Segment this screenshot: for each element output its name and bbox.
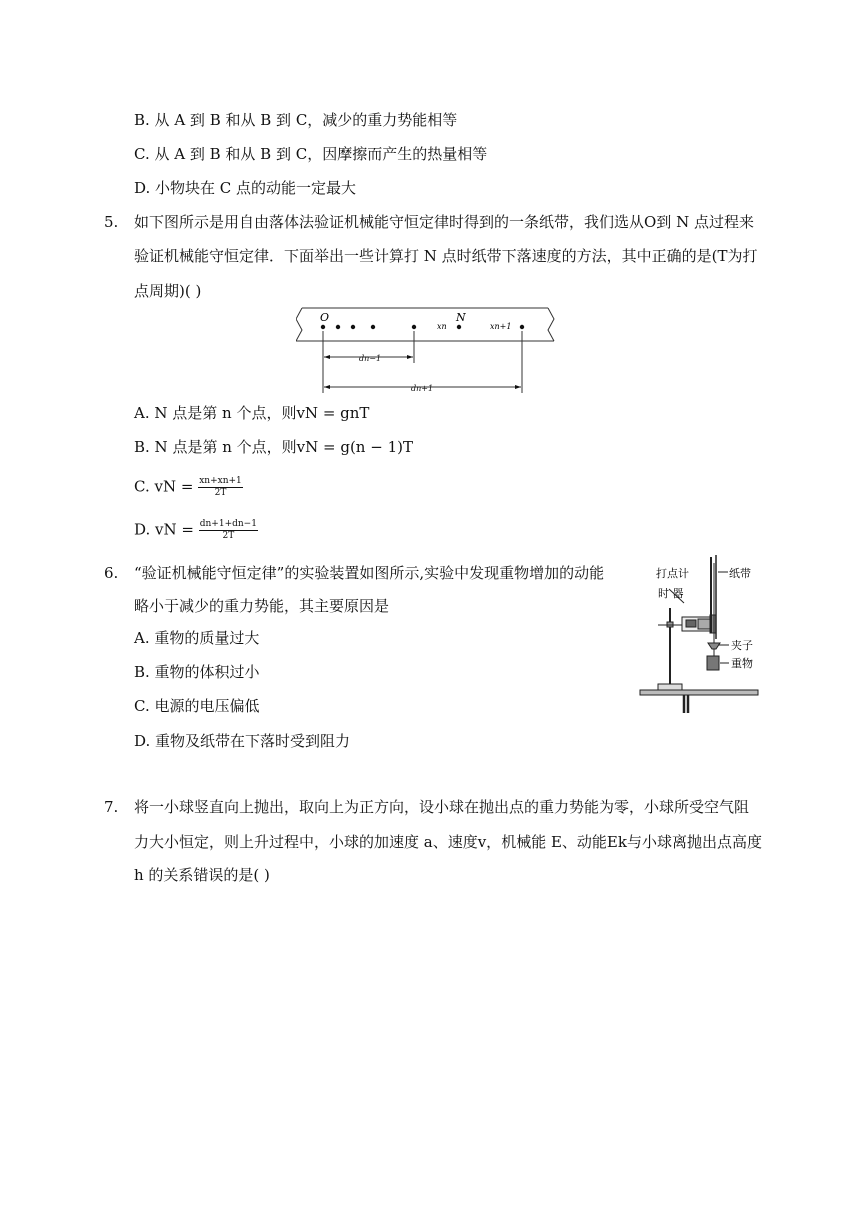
apparatus-figure xyxy=(636,553,760,715)
tape-right-edge xyxy=(548,308,554,341)
q6-option-d: D. 重物及纸带在下落时受到阻力 xyxy=(134,732,351,750)
label-tape: 纸带 xyxy=(729,567,751,580)
q5-option-a: A. N 点是第 n 个点，则vN = gnT xyxy=(134,404,370,422)
q4-option-b: B. 从 A 到 B 和从 B 到 C，减少的重力势能相等 xyxy=(134,111,458,129)
q7-stem-line1: 将一小球竖直向上抛出，取向上为正方向，设小球在抛出点的重力势能为零，小球所受空气阻 xyxy=(134,798,750,816)
label-timer-2: 时 器 xyxy=(658,587,684,600)
q6-number: 6. xyxy=(104,564,119,582)
q5-number: 5. xyxy=(104,213,119,231)
q5-stem-line1: 如下图所示是用自由落体法验证机械能守恒定律时得到的一条纸带，我们选从O到 N 点过程来 xyxy=(134,213,754,231)
q5-stem-line2: 验证机械能守恒定律．下面举出一些计算打 N 点时纸带下落速度的方法，其中正确的是(T为打 xyxy=(134,247,758,265)
label-dn-minus-1: dn−1 xyxy=(359,354,382,363)
q6-stem-line1: “验证机械能守恒定律”的实验装置如图所示,实验中发现重物增加的动能 xyxy=(134,564,605,582)
label-n: N xyxy=(456,311,466,324)
q6-option-b: B. 重物的体积过小 xyxy=(134,663,260,681)
q5-option-d-numerator: dn+1+dn−1 xyxy=(199,519,257,529)
paper-tape-figure xyxy=(296,303,560,399)
label-o: O xyxy=(320,311,330,324)
label-timer-1: 打点计 xyxy=(656,567,689,580)
label-dn-plus-1: dn+1 xyxy=(411,384,434,393)
q6-option-c: C. 电源的电压偏低 xyxy=(134,697,260,715)
q7-number: 7. xyxy=(104,798,119,816)
q6-option-a: A. 重物的质量过大 xyxy=(134,629,260,647)
q4-option-c: C. 从 A 到 B 和从 B 到 C，因摩擦而产生的热量相等 xyxy=(134,145,488,163)
label-xn: xn xyxy=(437,322,447,331)
q5-option-c-numerator: xn+xn+1 xyxy=(199,476,242,486)
tape-left-edge xyxy=(296,308,302,341)
q5-option-c xyxy=(134,476,243,499)
q5-option-c-prefix: C. vN = xyxy=(134,477,194,496)
q5-option-b: B. N 点是第 n 个点，则vN = g(n − 1)T xyxy=(134,438,413,456)
q5-option-d-prefix: D. vN = xyxy=(134,520,194,539)
label-xn1: xn+1 xyxy=(490,322,512,331)
q5-option-d-fraction xyxy=(199,519,258,542)
q6-stem-line2: 略小于减少的重力势能，其主要原因是 xyxy=(134,597,390,615)
q5-option-d xyxy=(134,519,258,542)
q7-stem-line2: 力大小恒定，则上升过程中，小球的加速度 a、速度v，机械能 E、动能Ek与小球离抛出点高度 xyxy=(134,833,762,851)
q5-option-c-fraction xyxy=(198,476,243,499)
q7-stem-line3: h 的关系错误的是( ) xyxy=(134,866,270,884)
label-weight: 重物 xyxy=(731,657,753,670)
q5-stem-line3: 点周期)( ) xyxy=(134,282,202,300)
label-clip: 夹子 xyxy=(731,639,753,652)
q5-option-d-denominator: 2T xyxy=(222,531,235,541)
q5-option-c-denominator: 2T xyxy=(214,488,227,498)
q4-option-d: D. 小物块在 C 点的动能一定最大 xyxy=(134,179,357,197)
